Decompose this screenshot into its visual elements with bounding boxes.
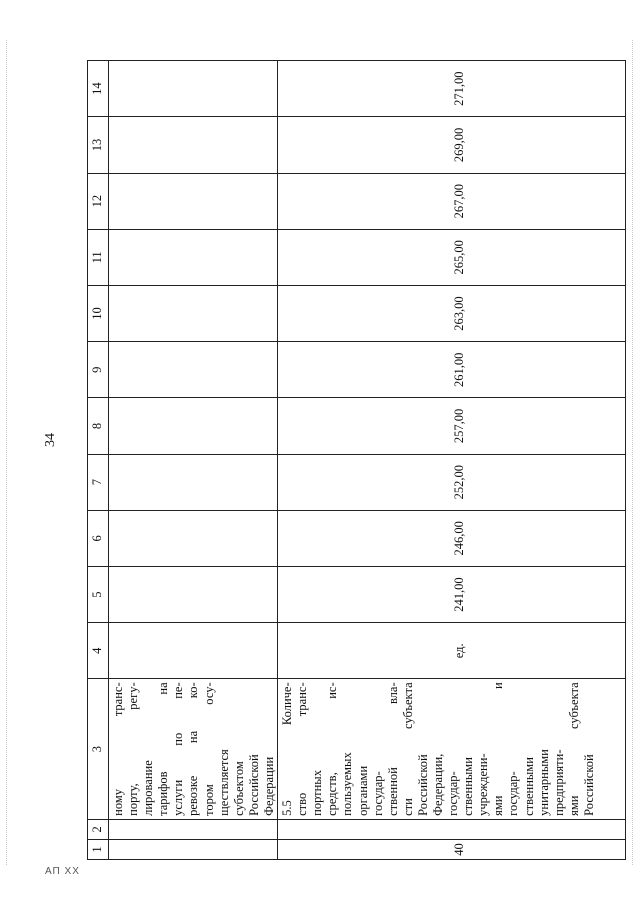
description-line: ревозке на ко- <box>186 682 201 816</box>
column-header: 11 <box>88 229 109 285</box>
description-line: ственными <box>461 757 476 816</box>
rotated-table-wrapper <box>87 60 612 860</box>
value-cell <box>109 285 278 341</box>
description-line: государ- <box>370 771 385 816</box>
value-cell <box>109 229 278 285</box>
description-line: Российской <box>415 754 430 816</box>
data-table <box>87 60 626 860</box>
description-line: ществляется <box>216 749 231 816</box>
description-line: тором осу- <box>201 682 216 816</box>
value-text: 271,00 <box>452 71 467 106</box>
column-header: 13 <box>88 117 109 173</box>
value-text: 265,00 <box>452 240 467 275</box>
header-row <box>88 61 109 860</box>
value-cell <box>278 454 626 510</box>
description-line: ями субъекта <box>566 682 581 816</box>
description-line: сти субъекта <box>400 682 415 816</box>
value-cell <box>278 61 626 117</box>
value-cell <box>278 342 626 398</box>
column-header: 10 <box>88 285 109 341</box>
table-row <box>109 61 278 860</box>
description-line: портных <box>310 770 325 816</box>
value-cell <box>109 342 278 398</box>
description-line: предприяти- <box>551 749 566 816</box>
column-header: 4 <box>88 623 109 679</box>
value-text: 246,00 <box>452 521 467 556</box>
value-cell <box>278 398 626 454</box>
value-cell <box>109 398 278 454</box>
description-line: ственными <box>521 757 536 816</box>
description-line: ство транс- <box>295 682 310 816</box>
value-text: 257,00 <box>452 408 467 444</box>
description-line: Российской <box>581 754 596 816</box>
value-text: 261,00 <box>452 352 467 387</box>
value-text: 252,00 <box>452 464 467 500</box>
description-line: государ- <box>446 771 461 816</box>
value-text: 263,00 <box>452 296 467 331</box>
scan-edge-left <box>6 40 8 865</box>
description-line: ями и <box>491 682 506 816</box>
column-header: 2 <box>88 819 109 839</box>
column-header: 14 <box>88 61 109 117</box>
column-header: 8 <box>88 398 109 454</box>
column-header: 3 <box>88 679 109 820</box>
scan-edge-right <box>632 40 634 865</box>
value-cell <box>109 117 278 173</box>
description-line: Федерации, <box>430 753 445 816</box>
unit-cell <box>109 623 278 679</box>
description-line: государ- <box>506 771 521 816</box>
description-line: унитарными <box>536 749 551 816</box>
column-header: 6 <box>88 510 109 566</box>
code-cell <box>278 819 626 839</box>
description-line: учреждени- <box>476 753 491 816</box>
row-number-cell <box>278 839 626 859</box>
value-cell <box>278 117 626 173</box>
description-line: средств, ис- <box>325 682 340 816</box>
column-header: 12 <box>88 173 109 229</box>
value-cell <box>278 285 626 341</box>
column-header: 7 <box>88 454 109 510</box>
unit-cell <box>278 623 626 679</box>
description-line: порту, регу- <box>126 682 141 816</box>
description-line: Российской <box>246 754 261 816</box>
description-line: Федерации <box>261 756 276 816</box>
column-header: 9 <box>88 342 109 398</box>
description-line: услуги по пе- <box>171 682 186 816</box>
description-line: лирование <box>141 760 156 816</box>
description-line: пользуемых <box>340 752 355 816</box>
column-header: 5 <box>88 566 109 622</box>
table-row <box>278 61 626 860</box>
description-line: 5.5 Количе- <box>280 682 295 816</box>
value-text: 267,00 <box>452 183 467 219</box>
description-line: органами <box>355 765 370 816</box>
footer-mark: АП ХХ <box>45 866 80 877</box>
value-cell <box>278 566 626 622</box>
value-cell <box>278 229 626 285</box>
description-cell <box>278 679 626 820</box>
row-number: 40 <box>452 843 467 856</box>
value-cell <box>109 510 278 566</box>
value-cell <box>109 566 278 622</box>
value-cell <box>109 173 278 229</box>
value-text: 269,00 <box>452 127 467 163</box>
page-number: 34 <box>43 433 58 447</box>
description-line: ному транс- <box>111 682 125 816</box>
column-header: 1 <box>88 839 109 859</box>
unit-label: ед. <box>452 643 467 659</box>
row-number-cell <box>109 839 278 859</box>
code-cell <box>109 819 278 839</box>
description-line: ственной вла- <box>385 682 400 816</box>
description-line: тарифов на <box>156 682 171 816</box>
description-line: субъектом <box>231 761 246 816</box>
value-cell <box>109 454 278 510</box>
description-cell <box>109 679 278 820</box>
value-cell <box>109 61 278 117</box>
value-text: 241,00 <box>452 577 467 612</box>
value-cell <box>278 510 626 566</box>
value-cell <box>278 173 626 229</box>
